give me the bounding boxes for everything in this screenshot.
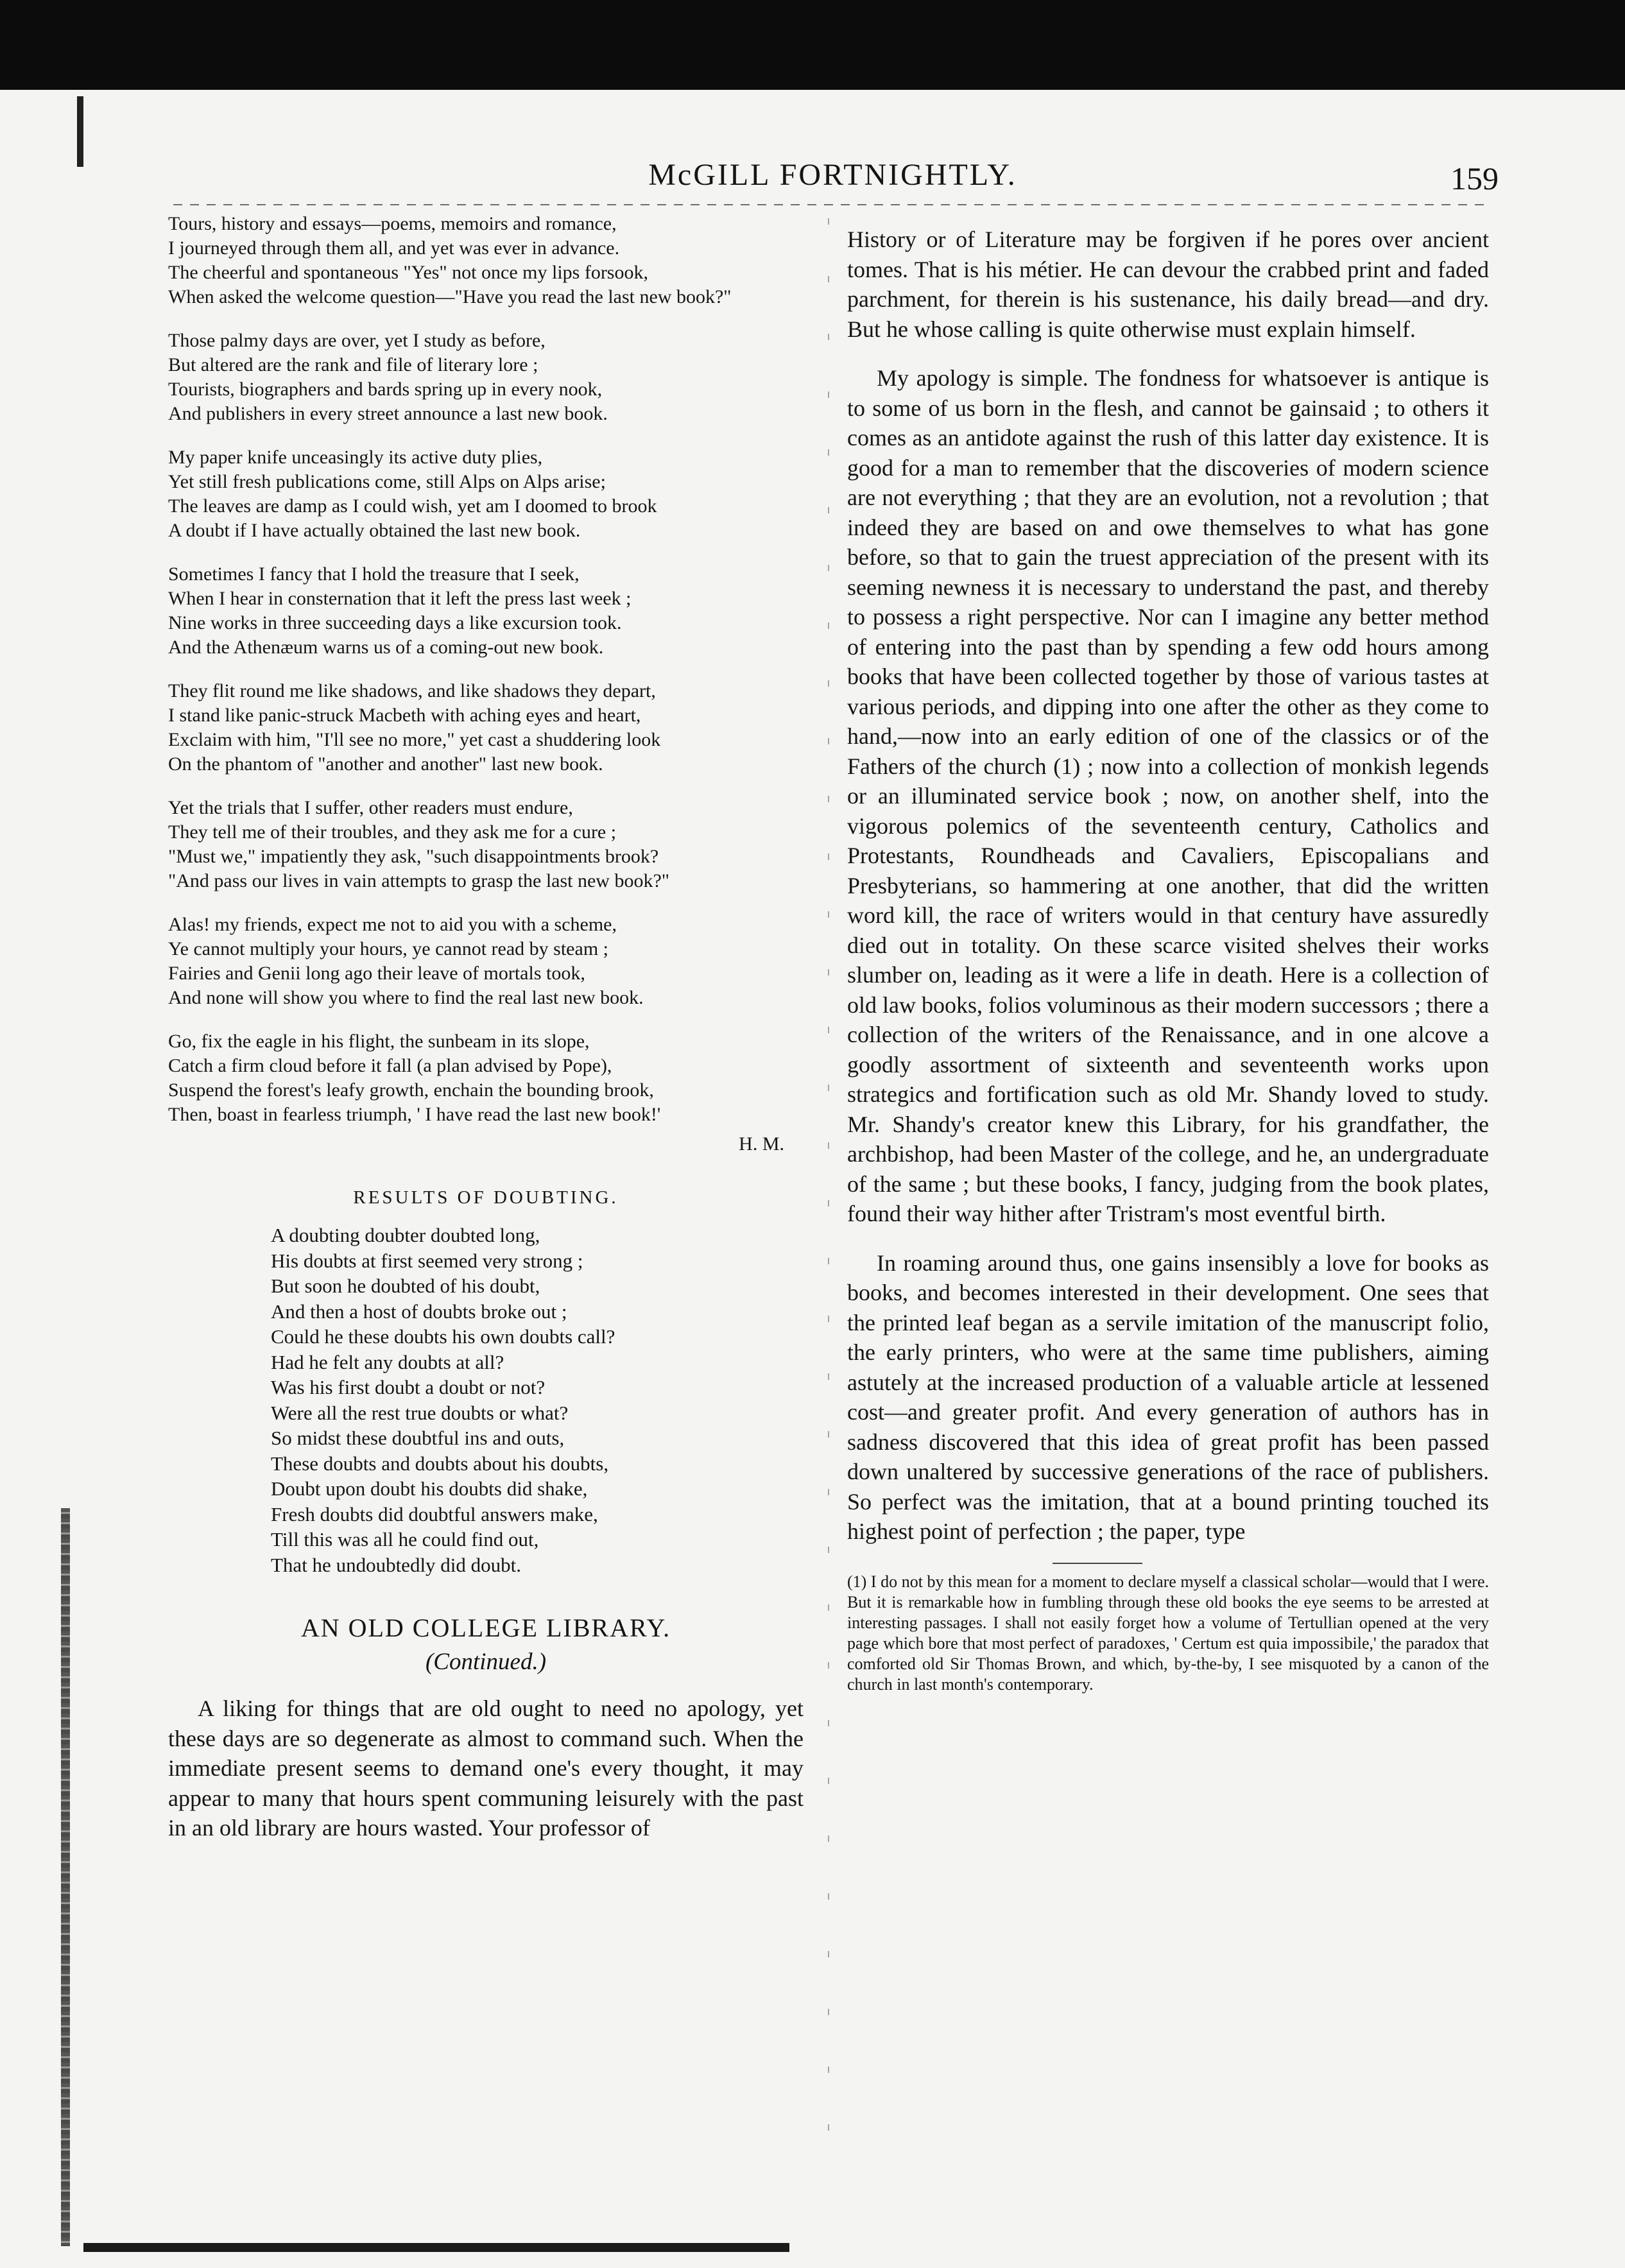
poem-signature: H. M. [739,1133,784,1155]
poem-line: Ye cannot multiply your hours, ye cannot read by steam ; [168,938,608,959]
poem-line: Till this was all he could find out, [271,1528,539,1551]
poem-line: Sometimes I fancy that I hold the treasure that I seek, [168,563,580,585]
running-title: McGILL FORTNIGHTLY. [648,158,1017,192]
poem-stanza [168,329,804,426]
poem-line: On the phantom of "another and another" last new book. [168,753,603,775]
article-paragraph: In roaming around thus, one gains insensibly a love for books as books, and becomes interested in their development. One sees that the printed leaf began as a servile imitation of the manuscript folio, the early printers, who were at the same time publishers, aiming astutely at the increased production of a valuable article at lessened cost—and greater profit. And every generation of authors has in sadness discovered that this idea of great profit has been passed down unaltered by successive generations of the race of publishers. So perfect was the imitation, that at a bound printing touched its highest point of perfection ; the paper, type [847,1250,1489,1544]
article-paragraph: History or of Literature may be forgiven if he pores over ancient tomes. That is his métier. He can devour the crabbed print and faded parchment, for therein is his sustenance, his daily bread—and dry. But he whose calling is quite otherwise must explain himself. [847,227,1489,342]
poem-results-of-doubting [168,1187,804,1577]
poem-line: But altered are the rank and file of literary lore ; [168,354,538,375]
poem-line: And then a host of doubts broke out ; [271,1300,567,1323]
poem-line: Alas! my friends, expect me not to aid you with a scheme, [168,914,617,935]
poem-line: But soon he doubted of his doubt, [271,1275,540,1297]
poem-line: Doubt upon doubt his doubts did shake, [271,1477,588,1500]
poem-line: Yet still fresh publications come, still Alps on Alps arise; [168,471,606,492]
poem-line: Suspend the forest's leafy growth, enchain the bounding brook, [168,1079,654,1101]
poem-line: A doubting doubter doubted long, [271,1224,540,1246]
page-header [167,157,1499,202]
poem-stanza [168,796,804,893]
poem-line: And publishers in every street announce a last new book. [168,403,608,424]
poem-line: Had he felt any doubts at all? [271,1350,504,1373]
poem-line: Could he these doubts his own doubts call? [271,1325,615,1348]
article-paragraph: A liking for things that are old ought to need no apology, yet these days are so degenerate as almost to command such. When the immediate present seems to demand one's every thought, it may appear to many that hours spent communing leisurely with the past in an old library are hours wasted. Your professor of [168,1696,804,1841]
scan-edge-mark [77,96,83,167]
poem-line: They tell me of their troubles, and they ask me for a cure ; [168,821,617,843]
poem-stanza [168,445,804,543]
article-title: AN OLD COLLEGE LIBRARY. [300,1613,671,1642]
poem-line: I journeyed through them all, and yet was ever in advance. [168,237,620,259]
poem-line: "Must we," impatiently they ask, "such disappointments brook? [168,846,659,867]
poem-line: These doubts and doubts about his doubts, [271,1452,609,1475]
column-divider [828,218,829,2182]
article-paragraph: My apology is simple. The fondness for whatsoever is antique is to some of us born in the flesh, and cannot be gainsaid ; to others it comes as an antidote against the rush of this latter day existence. It is good for a man to remember that the discoveries of modern science are not everything ; that they are an evolution, not a revolution ; that indeed they are based on and owe themselves to what has gone before, so that to gain the truest appreciation of the present with its seeming newness it is necessary to understand the past, and thereby to possess a right perspective. Nor can I imagine any better method of entering into the past than by spending a few odd hours among books that have been collected together by those of various tastes at various periods, and dipping into one after the other as they come to hand,—now into an early edition of one of the classics or of the Fathers of the church (1) ; now into a collection of monkish legends or an illuminated service book ; now, on another shelf, into the vigorous polemics of the seventeenth century, Catholics and Protestants, Roundheads and Cavaliers, Episcopalians and Presbyterians, so hammering at one another, that did the written word kill, the race of writers would in that century have assuredly died out in totality. On these scarce visited shelves their works slumber on, leading as it were a life in death. Here is a collection of old law books, folios voluminous as their modern successors ; there a collection of the writers of the Renaissance, and in one alcove a goodly assortment of sixteenth and seventeenth works upon strategics and fortification such as old Mr. Shandy loved to study. Mr. Shandy's creator knew this Library, for his grandfather, the archbishop, had been Master of the college, and he, an undergraduate of the same ; but these books, I fancy, judging from the book plates, found their way hither after Tristram's most eventful birth. [847,365,1489,1226]
poem-line: I stand like panic-struck Macbeth with aching eyes and heart, [168,705,641,726]
poem-line: When asked the welcome question—"Have you read the last new book?" [168,286,732,307]
poem-line: The leaves are damp as I could wish, yet am I doomed to brook [168,495,657,517]
poem-body [168,1223,804,1577]
poem-line: Go, fix the eagle in his flight, the sunbeam in its slope, [168,1031,590,1052]
poem-title: RESULTS OF DOUBTING. [353,1187,619,1208]
poem-stanza [168,1029,804,1127]
poem-line: Those palmy days are over, yet I study as before, [168,330,546,351]
poem-line: And the Athenæum warns us of a coming-out new book. [168,637,604,658]
scan-binding-edge [61,1508,70,2246]
article-continued: (Continued.) [425,1649,547,1675]
poem-line: A doubt if I have actually obtained the last new book. [168,520,581,541]
right-column [847,225,1489,1695]
poem-line: Then, boast in fearless triumph, ' I have read the last new book!' [168,1104,661,1125]
poem-line: Yet the trials that I suffer, other readers must endure, [168,797,573,818]
footnote: (1) I do not by this mean for a moment to declare myself a classical scholar—would that I were. But it is remarkable how in fumbling through these old books the eye seems to be arrested at interesting passages. I shall not easily forget how a volume of Tertullian opened at the very page which bore that most perfect of paradoxes, ' Certum est quia impossibile,' the paradox that comforted old Sir Thomas Brown, and which, by-the-by, I see misquoted by a canon of the church in last month's contemporary. [847,1572,1489,1694]
poem-line: Was his first doubt a doubt or not? [271,1376,546,1398]
poem-line: Fresh doubts did doubtful answers make, [271,1502,598,1525]
poem-line: Tours, history and essays—poems, memoirs and romance, [168,213,617,234]
scan-bottom-border [83,2243,789,2252]
poem-stanza [168,212,804,309]
poem-line: Nine works in three succeeding days a like excursion took. [168,612,622,633]
poem-line: Tourists, biographers and bards spring up in every nook, [168,379,603,400]
left-column [168,212,804,1862]
poem-line: His doubts at first seemed very strong ; [271,1249,583,1272]
poem-line: The cheerful and spontaneous "Yes" not once my lips forsook, [168,262,648,283]
poem-line: When I hear in consternation that it left the press last week ; [168,588,632,609]
poem-line: My paper knife unceasingly its active duty plies, [168,447,543,468]
poem-stanza [168,562,804,660]
poem-line: So midst these doubtful ins and outs, [271,1427,565,1449]
poem-line: Catch a firm cloud before it fall (a plan advised by Pope), [168,1055,612,1076]
poem-line: And none will show you where to find the real last new book. [168,987,644,1008]
article-start [168,1613,804,1843]
poem-stanza [168,913,804,1010]
scan-top-border [0,0,1625,90]
poem-last-new-book [168,212,804,1155]
poem-line: Exclaim with him, "I'll see no more," yet cast a shuddering look [168,729,661,750]
poem-line: "And pass our lives in vain attempts to grasp the last new book?" [168,870,670,891]
poem-line: They flit round me like shadows, and like shadows they depart, [168,680,656,701]
poem-line: That he undoubtedly did doubt. [271,1553,522,1576]
poem-line: Were all the rest true doubts or what? [271,1401,569,1424]
page-number: 159 [1450,160,1499,196]
poem-line: Fairies and Genii long ago their leave of mortals took, [168,963,585,984]
header-rule [173,204,1489,205]
poem-stanza [168,679,804,777]
